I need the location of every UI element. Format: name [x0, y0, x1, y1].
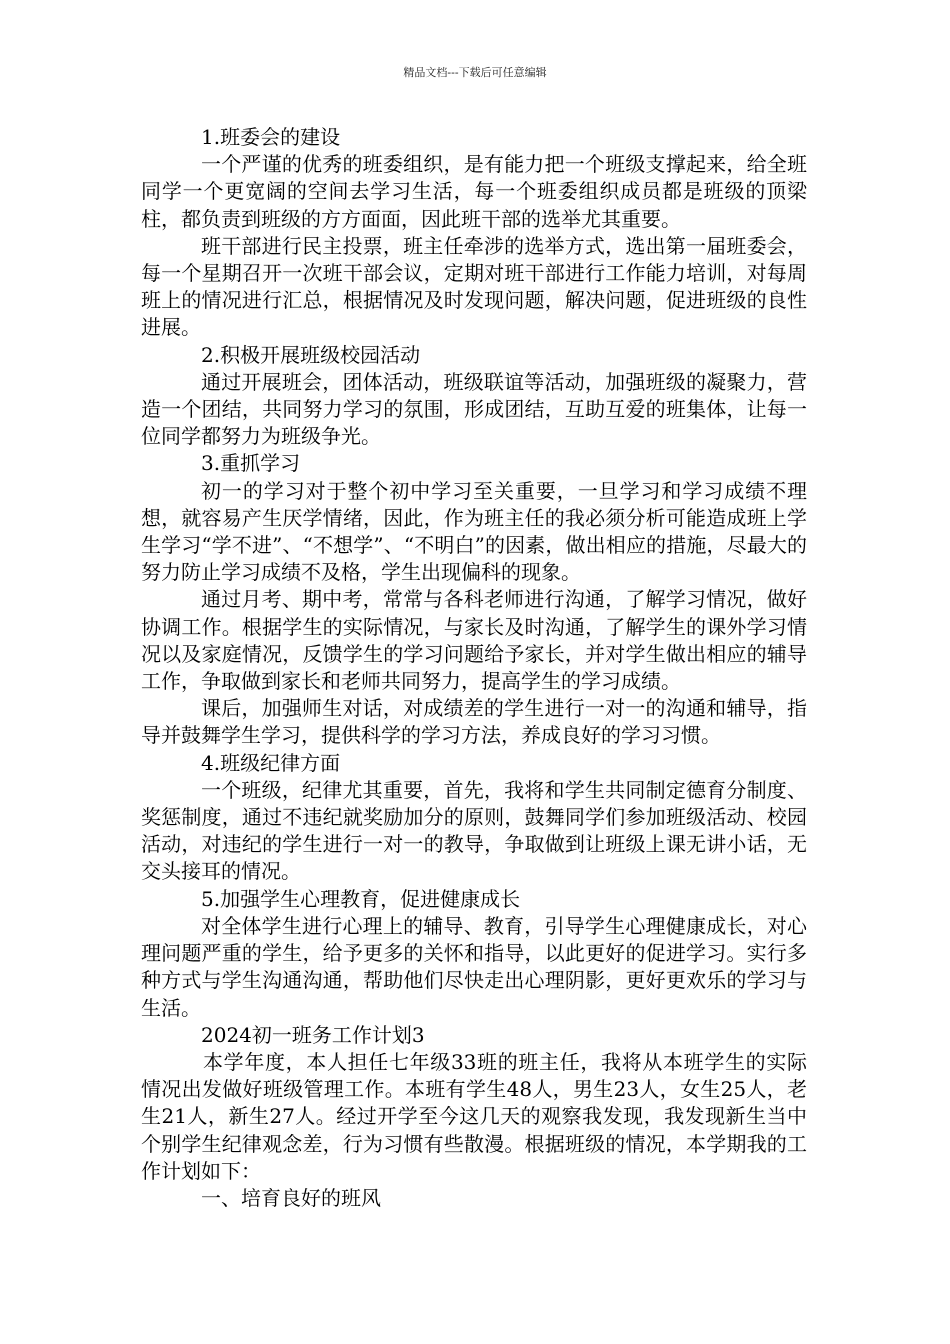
section-heading-psychology: 5.加强学生心理教育，促进健康成长: [201, 886, 521, 911]
paragraph: 课后，加强师生对话，对成绩差的学生进行一对一的沟通和辅导，指导并鼓舞学生学习，提供科学的学习方法，养成良好的学习习惯。: [141, 696, 807, 748]
paragraph: 初一的学习对于整个初中学习至关重要，一旦学习和学习成绩不理想，就容易产生厌学情绪，因此，作为班主任的我必须分析可能造成班上学生学习“学不进”、“不想学”、“不明白”的因素，做出相应的措施，尽最大的努力防止学习成绩不及格，学生出现偏科的现象。: [141, 478, 807, 585]
section-heading-discipline: 4.班级纪律方面: [201, 750, 341, 775]
paragraph: 对全体学生进行心理上的辅导、教育，引导学生心理健康成长，对心理问题严重的学生，给予更多的关怀和指导，以此更好的促进学习。实行多种方式与学生沟通沟通，帮助他们尽快走出心理阴影，更好更欢乐的学习与生活。: [141, 913, 807, 1020]
paragraph: 通过月考、期中考，常常与各科老师进行沟通，了解学习情况，做好协调工作。根据学生的实际情况，与家长及时沟通，了解学生的课外学习情况以及家庭情况，反馈学生的学习问题给予家长，并对学生做出相应的辅导工作，争取做到家长和老师共同努力，提高学生的学习成绩。: [141, 587, 807, 694]
paragraph: 班干部进行民主投票，班主任牵涉的选举方式，选出第一届班委会，每一个星期召开一次班干部会议，定期对班干部进行工作能力培训，对每周班上的情况进行汇总，根据情况及时发现问题，解决问题，促进班级的良性进展。: [141, 233, 807, 340]
document-body: [141, 124, 807, 1212]
section-heading-study: 3.重抓学习: [201, 451, 301, 476]
section-heading-class-style: 一、培育良好的班风: [201, 1185, 381, 1210]
page-header: 精品文档---下载后可任意编辑: [403, 66, 547, 79]
section-heading-campus-activities: 2.积极开展班级校园活动: [201, 342, 421, 367]
paragraph: 通过开展班会，团体活动，班级联谊等活动，加强班级的凝聚力，营造一个团结，共同努力学习的氛围，形成团结，互助互爱的班集体，让每一位同学都努力为班级争光。: [141, 369, 807, 449]
paragraph: 一个严谨的优秀的班委组织，是有能力把一个班级支撑起来，给全班同学一个更宽阔的空间去学习生活，每一个班委组织成员都是班级的顶梁柱，都负责到班级的方方面面，因此班干部的选举尤其重要。: [141, 152, 807, 231]
section-heading-class-committee: 1.班委会的建设: [201, 125, 341, 149]
paragraph: 一个班级，纪律尤其重要，首先，我将和学生共同制定德育分制度、奖惩制度，通过不违纪就奖励加分的原则，鼓舞同学们参加班级活动、校园活动，对违纪的学生进行一对一的教导，争取做到让班级上课无讲小话，无交头接耳的情况。: [141, 777, 807, 884]
paragraph: 本学年度，本人担任七年级33班的班主任，我将从本班学生的实际情况出发做好班级管理工作。本班有学生48人，男生23人，女生25人，老生21人，新生27人。经过开学至今这几天的观察我发现，我发现新生当中个别学生纪律观念差，行为习惯有些散漫。根据班级的情况，本学期我的工作计划如下：: [141, 1049, 807, 1183]
plan-title: 2024初一班务工作计划3: [201, 1022, 425, 1047]
